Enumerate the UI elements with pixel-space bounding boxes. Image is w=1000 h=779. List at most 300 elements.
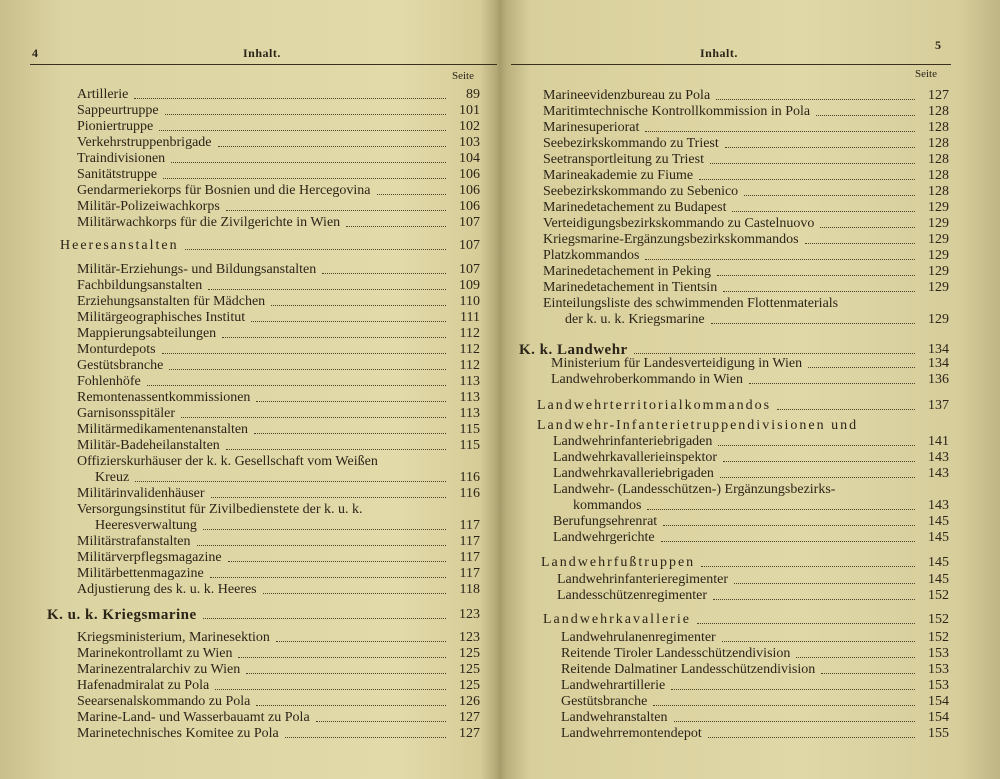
dot-leader bbox=[821, 662, 915, 674]
dot-leader bbox=[722, 630, 915, 642]
toc-entry bbox=[0, 646, 497, 662]
toc-page-number: 106 bbox=[459, 167, 480, 182]
toc-entry-title: Landwehrremontendepot bbox=[561, 726, 702, 741]
toc-entry bbox=[503, 296, 1000, 312]
toc-entry-title: Landesschützenregimenter bbox=[557, 588, 708, 603]
toc-entry bbox=[0, 518, 497, 534]
dot-leader bbox=[749, 372, 915, 384]
toc-page-number: 112 bbox=[459, 342, 480, 357]
toc-page-number: 145 bbox=[928, 530, 949, 545]
toc-entry bbox=[0, 167, 497, 183]
toc-page-number: 128 bbox=[928, 136, 949, 151]
dot-leader bbox=[256, 694, 446, 706]
toc-page-number: 117 bbox=[459, 534, 480, 549]
toc-entry bbox=[0, 135, 497, 151]
toc-entry-title: Landwehroberkommando in Wien bbox=[551, 372, 744, 387]
dot-leader bbox=[203, 518, 446, 530]
toc-entry-title: Ministerium für Landesverteidigung in Wien bbox=[551, 356, 803, 371]
seite-label: Seite bbox=[452, 70, 474, 82]
toc-entry bbox=[0, 566, 497, 582]
toc-page-number: 129 bbox=[928, 232, 949, 247]
toc-entry-title: Marinetechnisches Komitee zu Pola bbox=[77, 726, 279, 741]
dot-leader bbox=[197, 534, 446, 546]
toc-page-number: 125 bbox=[459, 662, 480, 677]
toc-entry-title: Einteilungsliste des schwimmenden Flottenmaterials bbox=[543, 296, 839, 311]
toc-entry bbox=[0, 630, 497, 646]
toc-page-number: 153 bbox=[928, 662, 949, 677]
toc-entry bbox=[503, 104, 1000, 120]
toc-entry bbox=[0, 342, 497, 358]
toc-entry-title: Marine-Land- und Wasserbauamt zu Pola bbox=[77, 710, 310, 725]
toc-group-heading bbox=[0, 238, 497, 254]
toc-entry bbox=[0, 151, 497, 167]
toc-entry bbox=[0, 662, 497, 678]
toc-page-number: 110 bbox=[459, 294, 480, 309]
dot-leader bbox=[805, 232, 915, 244]
toc-entry-title: Offizierskurhäuser der k. k. Gesellschaft vom Weißen bbox=[77, 454, 378, 469]
toc-entry bbox=[0, 215, 497, 231]
toc-entry bbox=[503, 232, 1000, 248]
dot-leader bbox=[135, 470, 446, 482]
toc-entry bbox=[503, 280, 1000, 296]
dot-leader bbox=[254, 422, 446, 434]
toc-page-number: 153 bbox=[928, 678, 949, 693]
toc-entry bbox=[0, 278, 497, 294]
dot-leader bbox=[316, 710, 446, 722]
dot-leader bbox=[661, 530, 915, 542]
dot-leader bbox=[699, 168, 915, 180]
toc-entry-title: Remontenassentkommissionen bbox=[77, 390, 251, 405]
toc-entry bbox=[0, 390, 497, 406]
toc-entry bbox=[0, 326, 497, 342]
dot-leader bbox=[211, 486, 446, 498]
dot-leader bbox=[710, 152, 915, 164]
toc-page-number: 129 bbox=[928, 280, 949, 295]
toc-entry bbox=[0, 470, 497, 486]
toc-entry-title: der k. u. k. Kriegsmarine bbox=[565, 312, 705, 327]
dot-leader bbox=[263, 582, 446, 594]
toc-entry-title: Marineakademie zu Fiume bbox=[543, 168, 694, 183]
left-page bbox=[0, 0, 497, 779]
dot-leader bbox=[744, 184, 915, 196]
toc-entry-title: Militärbettenmagazine bbox=[77, 566, 204, 581]
toc-entry-title: Militärwachkorps für die Zivilgerichte in Wien bbox=[77, 215, 341, 230]
toc-entry-title: Heeresanstalten bbox=[60, 238, 179, 253]
toc-entry-title: Seearsenalskommando zu Pola bbox=[77, 694, 251, 709]
dot-leader bbox=[663, 514, 915, 526]
dot-leader bbox=[346, 215, 446, 227]
toc-page-number: 102 bbox=[459, 119, 480, 134]
dot-leader bbox=[820, 216, 915, 228]
toc-page-number: 104 bbox=[459, 151, 480, 166]
toc-entry bbox=[503, 588, 1000, 604]
toc-page-number: 125 bbox=[459, 678, 480, 693]
toc-page-number: 126 bbox=[459, 694, 480, 709]
toc-entry-title: Garnisonsspitäler bbox=[77, 406, 175, 421]
toc-page-number: 115 bbox=[459, 438, 480, 453]
dot-leader bbox=[165, 103, 446, 115]
toc-page-number: 89 bbox=[466, 87, 480, 102]
dot-leader bbox=[653, 694, 915, 706]
running-header: Inhalt. bbox=[700, 46, 738, 60]
toc-entry-title: Landwehrterritorialkommandos bbox=[537, 398, 772, 413]
toc-page-number: 128 bbox=[928, 168, 949, 183]
dot-leader bbox=[203, 607, 446, 619]
toc-page-number: 155 bbox=[928, 726, 949, 741]
toc-page-number: 117 bbox=[459, 518, 480, 533]
toc-entry bbox=[0, 422, 497, 438]
toc-page-number: 112 bbox=[459, 326, 480, 341]
toc-entry bbox=[503, 248, 1000, 264]
toc-entry-title: Versorgungsinstitut für Zivilbedienstete der k. u. k. bbox=[77, 502, 363, 517]
toc-entry bbox=[0, 358, 497, 374]
toc-entry bbox=[503, 434, 1000, 450]
toc-page-number: 145 bbox=[928, 514, 949, 529]
dot-leader bbox=[159, 119, 446, 131]
toc-page-number: 143 bbox=[928, 498, 949, 513]
toc-page-number: 113 bbox=[459, 374, 480, 389]
toc-entry-title: Landwehrkavallerieinspektor bbox=[553, 450, 718, 465]
dot-leader bbox=[222, 326, 446, 338]
dot-leader bbox=[720, 466, 915, 478]
toc-entry bbox=[503, 530, 1000, 546]
toc-entry bbox=[503, 120, 1000, 136]
toc-entry bbox=[503, 200, 1000, 216]
toc-page-number: 152 bbox=[928, 630, 949, 645]
toc-page-number: 134 bbox=[928, 342, 949, 357]
toc-page-number: 134 bbox=[928, 356, 949, 371]
toc-section-heading bbox=[0, 607, 497, 623]
right-page bbox=[503, 0, 1000, 779]
toc-page-number: 127 bbox=[928, 88, 949, 103]
toc-entry bbox=[503, 662, 1000, 678]
dot-leader bbox=[181, 406, 446, 418]
toc-entry-title: Marinesuperiorat bbox=[543, 120, 640, 135]
toc-entry-title: Marinedetachement in Peking bbox=[543, 264, 711, 279]
toc-page-number: 154 bbox=[928, 710, 949, 725]
toc-entry-title: Reitende Dalmatiner Landesschützendivision bbox=[561, 662, 816, 677]
toc-page-number: 129 bbox=[928, 216, 949, 231]
toc-entry-title: Monturdepots bbox=[77, 342, 156, 357]
toc-entry-title: Gendarmeriekorps für Bosnien und die Hercegovina bbox=[77, 183, 371, 198]
toc-entry bbox=[503, 312, 1000, 328]
toc-page-number: 125 bbox=[459, 646, 480, 661]
header-rule bbox=[30, 64, 497, 65]
toc-page-number: 101 bbox=[459, 103, 480, 118]
dot-leader bbox=[285, 726, 446, 738]
toc-entry-title: Fohlenhöfe bbox=[77, 374, 141, 389]
toc-entry bbox=[503, 168, 1000, 184]
toc-entry-title: Adjustierung des k. u. k. Heeres bbox=[77, 582, 257, 597]
dot-leader bbox=[647, 498, 915, 510]
toc-page-number: 154 bbox=[928, 694, 949, 709]
toc-entry bbox=[503, 678, 1000, 694]
toc-entry bbox=[0, 310, 497, 326]
toc-entry bbox=[0, 582, 497, 598]
toc-entry bbox=[0, 694, 497, 710]
page-number: 5 bbox=[935, 38, 941, 52]
toc-entry-title: Landwehrinfanterieregimenter bbox=[557, 572, 729, 587]
dot-leader bbox=[322, 262, 446, 274]
toc-page-number: 123 bbox=[459, 630, 480, 645]
dot-leader bbox=[246, 662, 446, 674]
toc-page-number: 106 bbox=[459, 199, 480, 214]
toc-entry-title: Kriegsmarine-Ergänzungsbezirkskommandos bbox=[543, 232, 799, 247]
toc-entry bbox=[0, 87, 497, 103]
toc-entry bbox=[0, 710, 497, 726]
toc-entry bbox=[503, 216, 1000, 232]
toc-page-number: 129 bbox=[928, 312, 949, 327]
toc-entry-title: Landwehr- (Landesschützen-) Ergänzungsbezirks- bbox=[553, 482, 836, 497]
dot-leader bbox=[713, 588, 915, 600]
toc-page-number: 117 bbox=[459, 566, 480, 581]
dot-leader bbox=[725, 136, 915, 148]
dot-leader bbox=[276, 630, 446, 642]
toc-entry bbox=[503, 630, 1000, 646]
dot-leader bbox=[251, 310, 446, 322]
toc-entry bbox=[503, 646, 1000, 662]
dot-leader bbox=[718, 434, 915, 446]
header-rule bbox=[511, 64, 951, 65]
dot-leader bbox=[816, 104, 915, 116]
toc-entry-title: Hafenadmiralat zu Pola bbox=[77, 678, 210, 693]
toc-entry bbox=[0, 726, 497, 742]
toc-entry bbox=[503, 514, 1000, 530]
seite-label: Seite bbox=[915, 68, 937, 80]
dot-leader bbox=[697, 612, 915, 624]
toc-entry-title: Fachbildungsanstalten bbox=[77, 278, 203, 293]
toc-entry bbox=[503, 726, 1000, 742]
toc-page-number: 107 bbox=[459, 238, 480, 253]
toc-entry-title: Berufungsehrenrat bbox=[553, 514, 658, 529]
toc-page-number: 129 bbox=[928, 264, 949, 279]
dot-leader bbox=[711, 312, 915, 324]
toc-entry-title: K. k. Landwehr bbox=[519, 342, 628, 358]
toc-page-number: 129 bbox=[928, 200, 949, 215]
toc-entry-title: Seebezirkskommando zu Sebenico bbox=[543, 184, 739, 199]
dot-leader bbox=[645, 248, 915, 260]
toc-entry-title: Sanitätstruppe bbox=[77, 167, 158, 182]
dot-leader bbox=[226, 438, 446, 450]
toc-entry bbox=[0, 199, 497, 215]
toc-entry bbox=[503, 572, 1000, 588]
toc-page-number: 141 bbox=[928, 434, 949, 449]
dot-leader bbox=[716, 88, 915, 100]
dot-leader bbox=[732, 200, 915, 212]
toc-page-number: 116 bbox=[459, 486, 480, 501]
toc-entry-title: Traindivisionen bbox=[77, 151, 166, 166]
toc-page-number: 112 bbox=[459, 358, 480, 373]
toc-entry-title: Landwehrartillerie bbox=[561, 678, 666, 693]
dot-leader bbox=[808, 356, 915, 368]
toc-entry bbox=[503, 88, 1000, 104]
toc-entry-title: Marineevidenzbureau zu Pola bbox=[543, 88, 711, 103]
toc-entry-title: Militär-Badeheilanstalten bbox=[77, 438, 220, 453]
toc-entry-title: Militärverpflegsmagazine bbox=[77, 550, 222, 565]
toc-entry-title: Landwehrgerichte bbox=[553, 530, 655, 545]
toc-entry-title: Militär-Polizeiwachkorps bbox=[77, 199, 220, 214]
dot-leader bbox=[777, 398, 915, 410]
toc-entry bbox=[503, 372, 1000, 388]
toc-entry-title: Erziehungsanstalten für Mädchen bbox=[77, 294, 266, 309]
toc-page-number: 136 bbox=[928, 372, 949, 387]
toc-page-number: 106 bbox=[459, 183, 480, 198]
toc-entry-title: Landwehrfußtruppen bbox=[541, 555, 696, 570]
toc-entry bbox=[503, 482, 1000, 498]
toc-group-heading bbox=[503, 555, 1000, 571]
toc-page-number: 113 bbox=[459, 390, 480, 405]
toc-page-number: 118 bbox=[459, 582, 480, 597]
toc-entry bbox=[0, 550, 497, 566]
page-number: 4 bbox=[32, 46, 38, 60]
toc-entry bbox=[0, 262, 497, 278]
toc-group-heading bbox=[503, 398, 1000, 414]
toc-page-number: 143 bbox=[928, 466, 949, 481]
toc-entry-title: Verteidigungsbezirkskommando zu Castelnuovo bbox=[543, 216, 815, 231]
dot-leader bbox=[171, 151, 446, 163]
toc-page-number: 129 bbox=[928, 248, 949, 263]
dot-leader bbox=[734, 572, 915, 584]
toc-entry-title: Landwehrinfanteriebrigaden bbox=[553, 434, 713, 449]
toc-entry-title: Platzkommandos bbox=[543, 248, 640, 263]
toc-entry bbox=[0, 406, 497, 422]
toc-group-heading bbox=[503, 418, 1000, 434]
toc-entry-title: Landwehrkavallerie bbox=[543, 612, 691, 627]
toc-page-number: 113 bbox=[459, 406, 480, 421]
toc-entry bbox=[503, 710, 1000, 726]
dot-leader bbox=[708, 726, 915, 738]
toc-entry-title: Gestütsbranche bbox=[77, 358, 164, 373]
toc-entry-title: Landwehr-Infanterietruppendivisionen und bbox=[537, 418, 859, 433]
toc-page-number: 127 bbox=[459, 726, 480, 741]
toc-entry-title: Seebezirkskommando zu Triest bbox=[543, 136, 719, 151]
toc-page-number: 127 bbox=[459, 710, 480, 725]
toc-page-number: 128 bbox=[928, 184, 949, 199]
dot-leader bbox=[723, 450, 915, 462]
toc-entry bbox=[503, 466, 1000, 482]
toc-entry-title: Marinedetachement zu Budapest bbox=[543, 200, 727, 215]
toc-entry-title: Artillerie bbox=[77, 87, 129, 102]
toc-entry-title: K. u. k. Kriegsmarine bbox=[47, 607, 197, 623]
dot-leader bbox=[674, 710, 915, 722]
toc-entry-title: Reitende Tiroler Landesschützendivision bbox=[561, 646, 791, 661]
toc-entry bbox=[0, 103, 497, 119]
toc-page-number: 109 bbox=[459, 278, 480, 293]
toc-entry bbox=[503, 356, 1000, 372]
toc-entry bbox=[0, 374, 497, 390]
toc-entry-title: kommandos bbox=[573, 498, 642, 513]
dot-leader bbox=[271, 294, 446, 306]
toc-entry-title: Militär-Erziehungs- und Bildungsanstalten bbox=[77, 262, 317, 277]
toc-page-number: 107 bbox=[459, 262, 480, 277]
toc-entry-title: Gestütsbranche bbox=[561, 694, 648, 709]
toc-entry-title: Seetransportleitung zu Triest bbox=[543, 152, 704, 167]
toc-entry bbox=[0, 183, 497, 199]
dot-leader bbox=[162, 342, 446, 354]
toc-page-number: 145 bbox=[928, 555, 949, 570]
toc-page-number: 123 bbox=[459, 607, 480, 622]
toc-entry-title: Militärinvalidenhäuser bbox=[77, 486, 205, 501]
toc-entry-title: Landwehrkavalleriebrigaden bbox=[553, 466, 714, 481]
toc-page-number: 107 bbox=[459, 215, 480, 230]
dot-leader bbox=[671, 678, 915, 690]
dot-leader bbox=[717, 264, 915, 276]
toc-entry bbox=[0, 486, 497, 502]
toc-entry bbox=[0, 454, 497, 470]
toc-page-number: 116 bbox=[459, 470, 480, 485]
toc-entry bbox=[503, 152, 1000, 168]
dot-leader bbox=[185, 238, 446, 250]
dot-leader bbox=[796, 646, 915, 658]
toc-entry bbox=[503, 264, 1000, 280]
toc-entry bbox=[0, 294, 497, 310]
dot-leader bbox=[645, 120, 915, 132]
toc-entry-title: Pioniertruppe bbox=[77, 119, 154, 134]
toc-entry bbox=[0, 502, 497, 518]
dot-leader bbox=[147, 374, 446, 386]
toc-page-number: 152 bbox=[928, 612, 949, 627]
toc-entry-title: Kreuz bbox=[95, 470, 130, 485]
toc-page-number: 137 bbox=[928, 398, 949, 413]
dot-leader bbox=[256, 390, 446, 402]
dot-leader bbox=[218, 135, 446, 147]
dot-leader bbox=[215, 678, 446, 690]
toc-entry-title: Sappeurtruppe bbox=[77, 103, 159, 118]
dot-leader bbox=[169, 358, 446, 370]
toc-entry-title: Marinekontrollamt zu Wien bbox=[77, 646, 233, 661]
dot-leader bbox=[238, 646, 446, 658]
dot-leader bbox=[226, 199, 446, 211]
toc-page-number: 115 bbox=[459, 422, 480, 437]
toc-entry-title: Marinedetachement in Tientsin bbox=[543, 280, 718, 295]
toc-entry bbox=[0, 678, 497, 694]
dot-leader bbox=[228, 550, 446, 562]
toc-page-number: 103 bbox=[459, 135, 480, 150]
toc-page-number: 152 bbox=[928, 588, 949, 603]
dot-leader bbox=[723, 280, 915, 292]
toc-page-number: 145 bbox=[928, 572, 949, 587]
toc-page-number: 128 bbox=[928, 152, 949, 167]
toc-page-number: 117 bbox=[459, 550, 480, 565]
toc-entry bbox=[0, 438, 497, 454]
toc-entry bbox=[0, 119, 497, 135]
toc-page-number: 143 bbox=[928, 450, 949, 465]
toc-page-number: 128 bbox=[928, 104, 949, 119]
toc-entry-title: Verkehrstruppenbrigade bbox=[77, 135, 212, 150]
toc-page-number: 153 bbox=[928, 646, 949, 661]
toc-entry-title: Militärmedikamentenanstalten bbox=[77, 422, 249, 437]
toc-entry bbox=[503, 498, 1000, 514]
toc-entry-title: Kriegsministerium, Marinesektion bbox=[77, 630, 270, 645]
toc-entry bbox=[503, 450, 1000, 466]
toc-entry bbox=[503, 184, 1000, 200]
toc-entry-title: Landwehrulanenregimenter bbox=[561, 630, 716, 645]
dot-leader bbox=[210, 566, 446, 578]
toc-entry-title: Mappierungsabteilungen bbox=[77, 326, 217, 341]
toc-entry bbox=[503, 136, 1000, 152]
dot-leader bbox=[163, 167, 446, 179]
dot-leader bbox=[377, 183, 446, 195]
toc-entry bbox=[503, 694, 1000, 710]
toc-group-heading bbox=[503, 612, 1000, 628]
toc-page-number: 111 bbox=[460, 310, 480, 325]
toc-entry-title: Militärstrafanstalten bbox=[77, 534, 191, 549]
toc-entry-title: Marinezentralarchiv zu Wien bbox=[77, 662, 241, 677]
dot-leader bbox=[634, 342, 915, 354]
dot-leader bbox=[134, 87, 446, 99]
toc-page-number: 128 bbox=[928, 120, 949, 135]
running-header: Inhalt. bbox=[243, 46, 281, 60]
